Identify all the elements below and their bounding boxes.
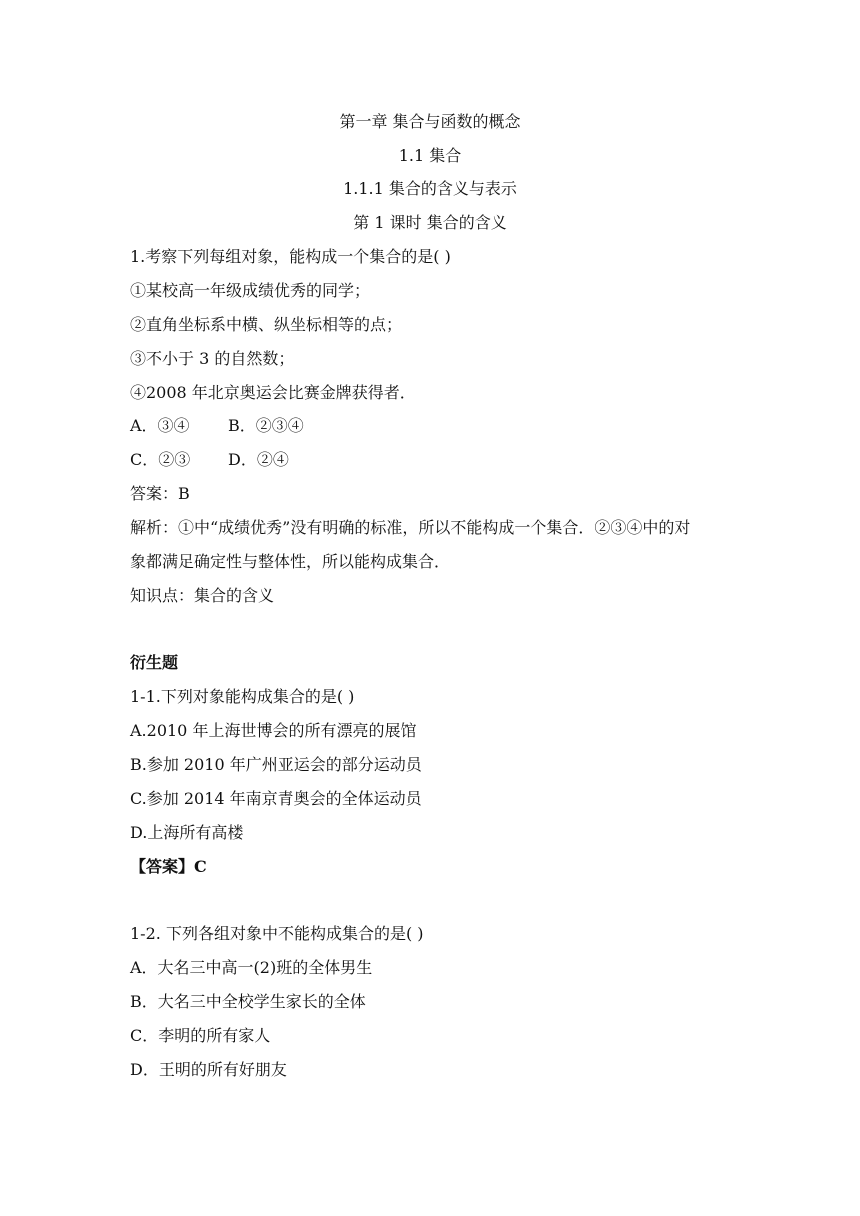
option-c: C．②③ xyxy=(130,450,191,469)
option-d: D．②④ xyxy=(228,450,289,469)
subsection-title: 1.1.1 集合的含义与表示 xyxy=(343,179,517,198)
question-1-knowledge-point: 知识点：集合的含义 xyxy=(130,586,275,605)
question-1-2-option-b: B．大名三中全校学生家长的全体 xyxy=(130,992,366,1011)
question-1-2-option-c: C．李明的所有家人 xyxy=(130,1026,271,1045)
question-1-2-option-a: A．大名三中高一(2)班的全体男生 xyxy=(130,958,373,977)
question-1-item-4: ④2008 年北京奥运会比赛金牌获得者． xyxy=(130,383,416,402)
question-1-item-2: ②直角坐标系中横、纵坐标相等的点； xyxy=(130,315,403,334)
option-b: B．②③④ xyxy=(228,416,304,435)
option-a: A．③④ xyxy=(130,416,190,435)
section-title: 1.1 集合 xyxy=(398,146,462,165)
question-1-2-stem: 1-2. 下列各组对象中不能构成集合的是( ) xyxy=(130,924,424,943)
question-1-analysis-line-2: 象都满足确定性与整体性，所以能构成集合． xyxy=(130,552,451,571)
question-1-item-3: ③不小于 3 的自然数； xyxy=(130,349,295,368)
question-1-1-option-b: B.参加 2010 年广州亚运会的部分运动员 xyxy=(130,755,422,774)
question-1-1-option-a: A.2010 年上海世博会的所有漂亮的展馆 xyxy=(130,721,417,740)
question-1-options-row-2 xyxy=(130,449,289,471)
lesson-title: 第 1 课时 集合的含义 xyxy=(353,213,507,232)
question-1-item-1: ①某校高一年级成绩优秀的同学； xyxy=(130,281,371,300)
chapter-title: 第一章 集合与函数的概念 xyxy=(339,112,521,131)
question-1-1-answer: 【答案】C xyxy=(130,857,207,876)
question-1-2-option-d: D．王明的所有好朋友 xyxy=(130,1060,287,1079)
question-1-analysis-line-1: 解析：①中“成绩优秀”没有明确的标准，所以不能构成一个集合．②③④中的对 xyxy=(130,518,691,537)
derived-title: 衍生题 xyxy=(130,653,179,672)
question-1-answer: 答案：B xyxy=(130,484,190,503)
question-1-options-row-1 xyxy=(130,415,304,437)
question-1-1-stem: 1-1.下列对象能构成集合的是( ) xyxy=(130,687,355,706)
question-1-stem: 1.考察下列每组对象，能构成一个集合的是( ) xyxy=(130,247,451,266)
question-1-1-option-d: D.上海所有高楼 xyxy=(130,823,244,842)
question-1-1-option-c: C.参加 2014 年南京青奥会的全体运动员 xyxy=(130,789,422,808)
